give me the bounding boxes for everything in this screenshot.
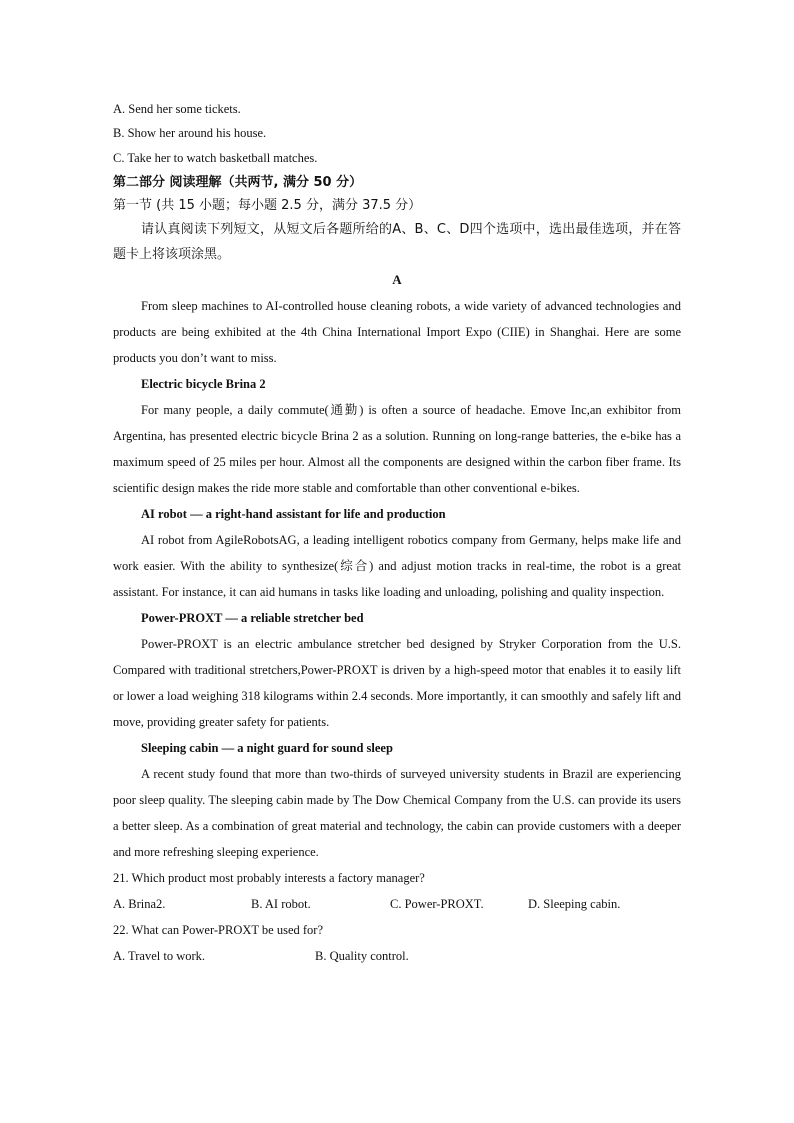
section-text-stretcher: Power-PROXT is an electric ambulance stretcher bed designed by Stryker Corporation from the U.S. Compared with traditional stretchers,Power-PROXT is driven by a high-speed motor that enables it to easily lift or lower a load weighing 318 kilograms within 2.4 seconds. More importantly, it can smoothly and safely lift and move, providing greater safety for patients. xyxy=(113,637,681,729)
section-text-bicycle: For many people, a daily commute(通勤) is often a source of headache. Emove Inc,an exhibitor from Argentina, has presented electric bicycle Brina 2 as a solution. Running on long-range batteries, the e-bike has a maximum speed of 25 miles per hour. Almost all the components are designed within the carbon fiber frame. Its scientific design makes the ride more stable and comfortable than other conventional e-bikes. xyxy=(113,403,681,495)
section-heading-ai-robot: AI robot — a right-hand assistant for life and production xyxy=(141,507,446,521)
prev-option-c: C. Take her to watch basketball matches. xyxy=(113,151,318,165)
question-22-options xyxy=(113,943,681,969)
q21-option-a: A. Brina2. xyxy=(113,897,166,911)
question-22-stem: 22. What can Power-PROXT be used for? xyxy=(113,923,324,937)
question-21-stem: 21. Which product most probably interests a factory manager? xyxy=(113,871,425,885)
q21-option-c: C. Power-PROXT. xyxy=(390,897,484,911)
q22-option-b: B. Quality control. xyxy=(315,949,409,963)
part-title: 第二部分 阅读理解（共两节, 满分 50 分） xyxy=(113,175,363,190)
section-heading-bicycle: Electric bicycle Brina 2 xyxy=(141,377,266,391)
prev-option-a: A. Send her some tickets. xyxy=(113,102,241,116)
section-text-sleeping-cabin: A recent study found that more than two-thirds of surveyed university students in Brazil are experiencing poor sleep quality. The sleeping cabin made by The Dow Chemical Company from the U.S. can provide its users a better sleep. As a combination of great material and technology, the cabin can provide customers with a deeper and more refreshing sleeping experience. xyxy=(113,767,681,859)
passage-label: A xyxy=(392,272,402,287)
section-heading-sleeping-cabin: Sleeping cabin — a night guard for sound sleep xyxy=(141,741,393,755)
instructions: 请认真阅读下列短文，从短文后各题所给的A、B、C、D四个选项中，选出最佳选项，并在答题卡上将该项涂黑。 xyxy=(113,222,681,262)
prev-option-b: B. Show her around his house. xyxy=(113,126,267,140)
q21-option-b: B. AI robot. xyxy=(251,897,311,911)
section-title: 第一节 (共 15 小题；每小题 2.5 分，满分 37.5 分） xyxy=(113,198,422,213)
section-heading-stretcher: Power-PROXT — a reliable stretcher bed xyxy=(141,611,364,625)
q22-option-a: A. Travel to work. xyxy=(113,949,206,963)
question-21-options xyxy=(113,891,681,917)
section-text-ai-robot: AI robot from AgileRobotsAG, a leading intelligent robotics company from Germany, helps make life and work easier. With the ability to synthesize(综合) and adjust motion tracks in real-time, the robot is a great assistant. For instance, it can aid humans in tasks like loading and unloading, polishing and quality inspection. xyxy=(113,533,681,599)
q21-option-d: D. Sleeping cabin. xyxy=(528,897,621,911)
exam-page xyxy=(113,96,681,969)
passage-intro: From sleep machines to AI-controlled house cleaning robots, a wide variety of advanced technologies and products are being exhibited at the 4th China International Import Expo (CIIE) in Shanghai. Here are some products you don’t want to miss. xyxy=(113,299,681,365)
